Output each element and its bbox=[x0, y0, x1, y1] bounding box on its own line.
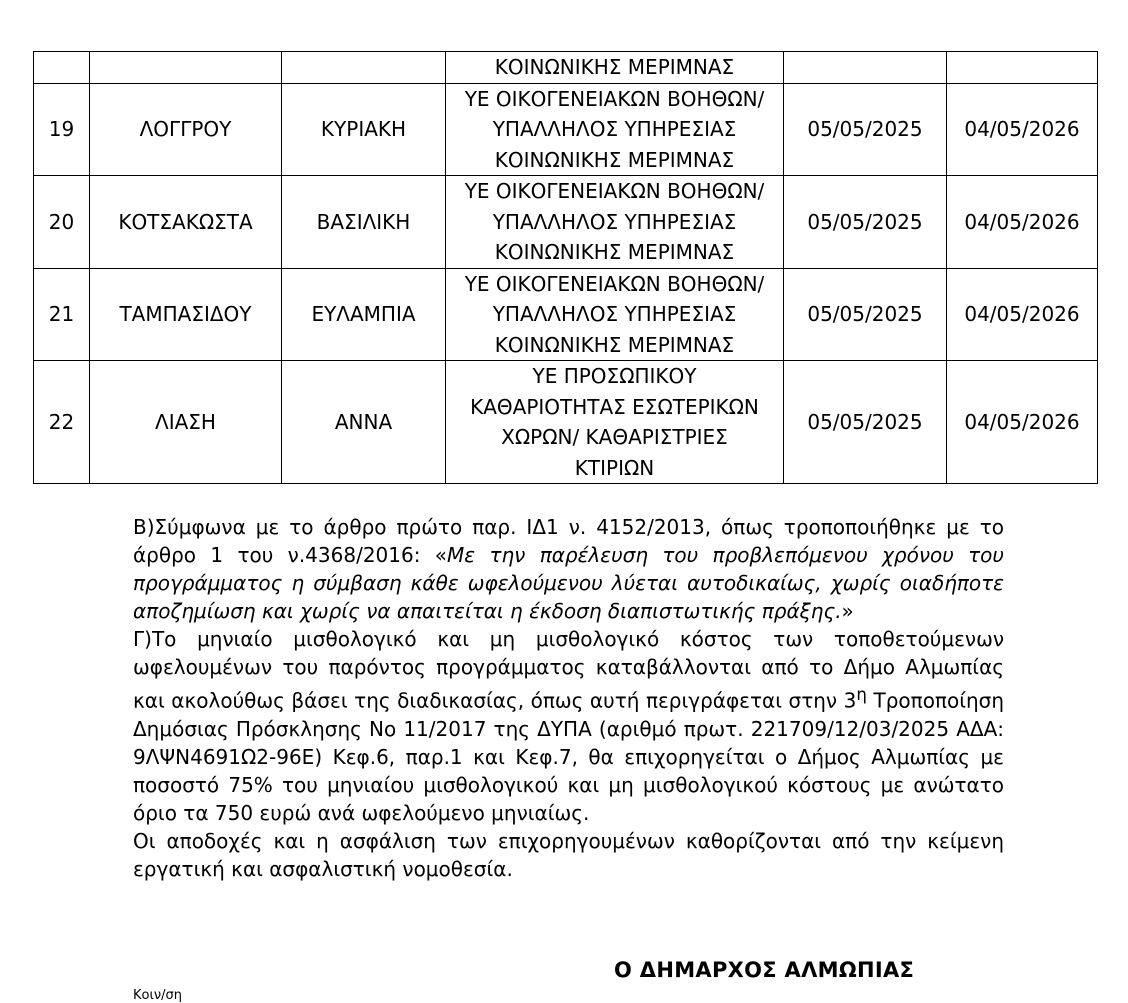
cell-position: ΥΕ ΟΙΚΟΓΕΝΕΙΑΚΩΝ ΒΟΗΘΩΝ/ ΥΠΑΛΛΗΛΟΣ ΥΠΗΡΕΣΙΑΣ ΚΟΙΝΩΝΙΚΗΣ ΜΕΡΙΜΝΑΣ bbox=[446, 176, 784, 269]
cell-start-date: 05/05/2025 bbox=[784, 176, 947, 269]
cell-position: ΥΕ ΟΙΚΟΓΕΝΕΙΑΚΩΝ ΒΟΗΘΩΝ/ ΥΠΑΛΛΗΛΟΣ ΥΠΗΡΕΣΙΑΣ ΚΟΙΝΩΝΙΚΗΣ ΜΕΡΙΜΝΑΣ bbox=[446, 268, 784, 361]
cell-no: 22 bbox=[34, 361, 90, 484]
cell-name bbox=[282, 52, 446, 84]
cell-surname bbox=[90, 52, 282, 84]
cell-start-date: 05/05/2025 bbox=[784, 361, 947, 484]
cell-no: 21 bbox=[34, 268, 90, 361]
body-text bbox=[133, 513, 1004, 883]
cell-no: 20 bbox=[34, 176, 90, 269]
cell-no: 19 bbox=[34, 83, 90, 176]
paragraph-b-end: » bbox=[841, 599, 854, 623]
cell-end-date: 04/05/2026 bbox=[947, 361, 1098, 484]
cell-surname: ΛΟΓΓΡΟΥ bbox=[90, 83, 282, 176]
table-row bbox=[34, 83, 1098, 176]
paragraph-b-quote: Με την παρέλευση του προβλεπόμενου χρόνου του προγράμματος η σύμβαση κάθε ωφελούμενου λύεται αυτοδικαίως, χωρίς οιαδήποτε αποζημίωση και χωρίς να απαιτείται η έκδοση διαπιστωτικής πράξης. bbox=[133, 543, 1004, 623]
signature-title: Ο ΔΗΜΑΡΧΟΣ ΑΛΜΩΠΙΑΣ bbox=[614, 958, 915, 982]
beneficiaries-table bbox=[33, 51, 1098, 484]
paragraph-c-superscript: η bbox=[856, 685, 867, 704]
cell-position: ΥΕ ΟΙΚΟΓΕΝΕΙΑΚΩΝ ΒΟΗΘΩΝ/ ΥΠΑΛΛΗΛΟΣ ΥΠΗΡΕΣΙΑΣ ΚΟΙΝΩΝΙΚΗΣ ΜΕΡΙΜΝΑΣ bbox=[446, 83, 784, 176]
paragraph-d: Οι αποδοχές και η ασφάλιση των επιχορηγουμένων καθορίζονται από την κείμενη εργατική και ασφαλιστική νομοθεσία. bbox=[133, 828, 1004, 881]
cell-position: ΚΟΙΝΩΝΙΚΗΣ ΜΕΡΙΜΝΑΣ bbox=[446, 52, 784, 84]
cell-start-date: 05/05/2025 bbox=[784, 83, 947, 176]
table-row bbox=[34, 176, 1098, 269]
cell-end-date: 04/05/2026 bbox=[947, 176, 1098, 269]
cell-name: ΒΑΣΙΛΙΚΗ bbox=[282, 176, 446, 269]
cell-end-date bbox=[947, 52, 1098, 84]
cell-start-date bbox=[784, 52, 947, 84]
cell-name: ΚΥΡΙΑΚΗ bbox=[282, 83, 446, 176]
cell-surname: ΤΑΜΠΑΣΙΔΟΥ bbox=[90, 268, 282, 361]
cell-surname: ΛΙΑΣΗ bbox=[90, 361, 282, 484]
cell-start-date: 05/05/2025 bbox=[784, 268, 947, 361]
paragraph-b-intro: Β)Σύμφωνα με το άρθρο πρώτο παρ. ΙΔ1 ν. 4152/2013, όπως τροποποιήθηκε με το άρθρο 1 του ν.4368/2016: « bbox=[133, 515, 1004, 567]
cell-end-date: 04/05/2026 bbox=[947, 268, 1098, 361]
cell-position: ΥΕ ΠΡΟΣΩΠΙΚΟΥ ΚΑΘΑΡΙΟΤΗΤΑΣ ΕΣΩΤΕΡΙΚΩΝ ΧΩΡΩΝ/ ΚΑΘΑΡΙΣΤΡΙΕΣ ΚΤΙΡΙΩΝ bbox=[446, 361, 784, 484]
cell-surname: ΚΟΤΣΑΚΩΣΤΑ bbox=[90, 176, 282, 269]
table-row bbox=[34, 361, 1098, 484]
table-row bbox=[34, 52, 1098, 84]
cell-end-date: 04/05/2026 bbox=[947, 83, 1098, 176]
paragraph-b bbox=[133, 513, 1004, 625]
distribution-label: Κοιν/ση bbox=[133, 988, 182, 1003]
paragraph-c-part2: Τροποποίηση Δημόσιας Πρόσκλησης Νο 11/2017 της ΔΥΠΑ (αριθμό πρωτ. 221709/12/03/2025 ΑΔΑ: 9ΛΨΝ4691Ω2-96Ε) Κεφ.6, παρ.1 και Κεφ.7, θα επιχορηγείται ο Δήμος Αλμωπίας με ποσοστό 75% του μηνιαίου μισθολογικού και μη μισθολογικού κόστους με ανώτατο όριο τα 750 ευρώ ανά ωφελούμενο μηνιαίως. bbox=[133, 688, 1005, 825]
cell-name: ΕΥΛΑΜΠΙΑ bbox=[282, 268, 446, 361]
cell-no bbox=[34, 52, 90, 84]
paragraph-c-part1: Γ)Το μηνιαίο μισθολογικό και μη μισθολογικό κόστος των τοποθετούμενων ωφελουμένων του παρόντος προγράμματος καταβάλλονται από το Δήμο Αλμωπίας και ακολούθως βάσει της διαδικασίας, όπως αυτή περιγράφεται στην 3 bbox=[133, 627, 1004, 713]
paragraph-c bbox=[133, 625, 1004, 827]
cell-name: ΑΝΝΑ bbox=[282, 361, 446, 484]
table-row bbox=[34, 268, 1098, 361]
